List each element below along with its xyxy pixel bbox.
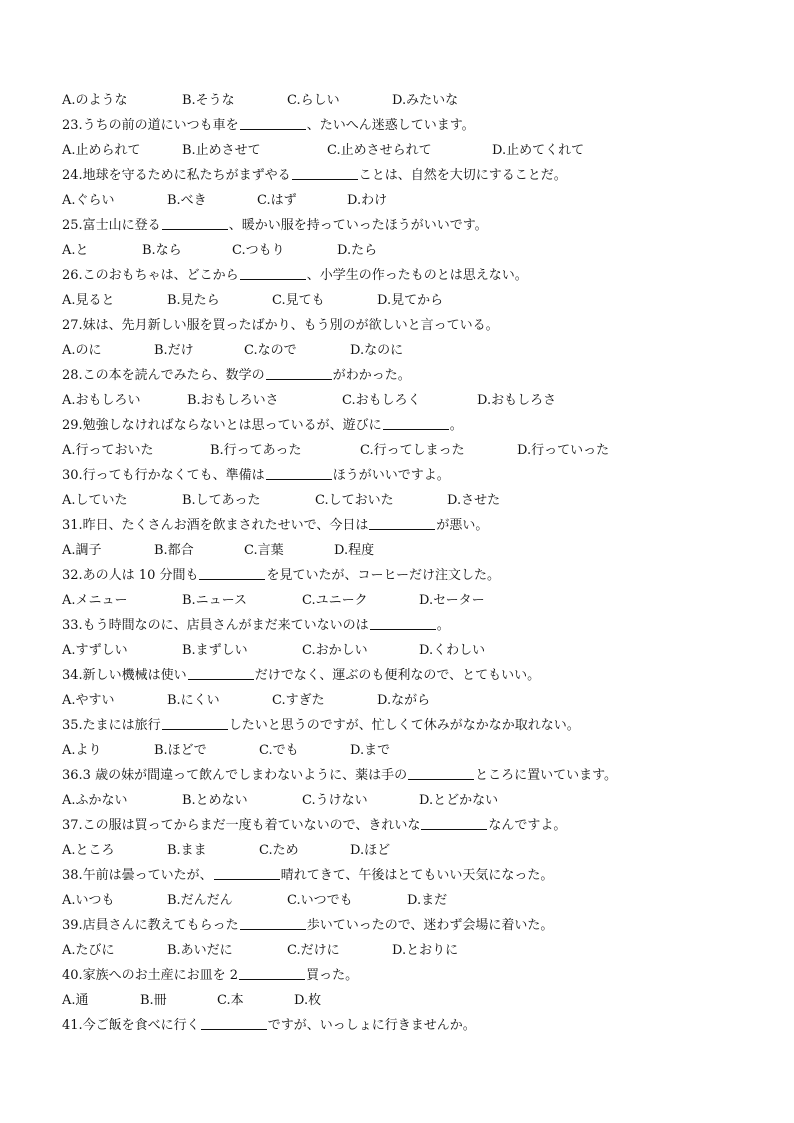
question-text-after: が悪い。 [436,518,489,533]
answer-option: B.とめない [182,793,248,808]
answer-option: D.わけ [347,193,388,208]
question-text: 39.店員さんに教えてもらった [62,918,239,933]
question-text-after: 、暖かい服を持っていったほうがいいです。 [228,218,488,233]
answer-option: A.より [62,743,102,758]
question-text: 27.妹は、先月新しい服を買ったばかり、もう別のが欲しいと言っている。 [62,318,499,333]
answer-option: A.ぐらい [62,193,115,208]
options-line [62,538,762,563]
options-line [62,188,762,213]
options-line [62,688,762,713]
question-text-after: ですが、いっしょに行きませんか。 [267,1018,476,1033]
question-text-after: だけでなく、運ぶのも便利なので、とてもいい。 [254,668,541,683]
question-line [62,263,762,288]
answer-option: A.見ると [62,293,115,308]
question-line [62,463,762,488]
question-text: 30.行っても行かなくても、準備は [62,468,265,483]
answer-option: C.つもり [232,243,285,258]
answer-option: B.行ってあった [210,443,302,458]
answer-option: C.おかしい [302,643,368,658]
question-line [62,313,762,338]
answer-option: C.はず [257,193,297,208]
question-text-after: 。 [436,618,450,633]
question-text-after: 、たいへん迷惑しています。 [306,118,475,133]
question-text: 34.新しい機械は使い [62,668,187,683]
answer-option: A.のに [62,343,102,358]
answer-option: A.いつも [62,893,115,908]
question-line [62,413,762,438]
question-text-after: したいと思うのですが、忙しくて休みがなかなか取れない。 [228,718,580,733]
question-text-after: がわかった。 [332,368,411,383]
question-text-after: 歩いていったので、迷わず会場に着いた。 [306,918,554,933]
answer-blank [199,565,265,580]
answer-option: C.うけない [302,793,368,808]
question-text-after: を見ていたが、コーヒーだけ注文した。 [266,568,500,583]
options-line [62,488,762,513]
answer-option: B.止めさせて [182,143,261,158]
answer-option: D.見てから [377,293,444,308]
options-line [62,738,762,763]
answer-option: B.ほどで [154,743,207,758]
answer-option: B.冊 [140,993,167,1008]
options-line [62,638,762,663]
answer-option: A.と [62,243,89,258]
answer-option: D.たら [337,243,378,258]
answer-blank [201,1015,267,1030]
answer-option: D.セーター [419,593,485,608]
answer-option: D.ほど [350,843,391,858]
answer-blank [240,265,306,280]
question-line [62,763,762,788]
question-text: 35.たまには旅行 [62,718,161,733]
question-line [62,863,762,888]
question-line [62,513,762,538]
answer-option: C.ユニーク [302,593,368,608]
answer-option: D.なのに [350,343,404,358]
answer-option: B.あいだに [167,943,233,958]
answer-option: B.べき [167,193,207,208]
answer-option: C.なので [244,343,297,358]
question-text-after: ことは、自然を大切にすることだ。 [358,168,567,183]
options-line [62,938,762,963]
question-line [62,663,762,688]
question-line [62,163,762,188]
answer-blank [370,615,436,630]
answer-option: D.まで [350,743,391,758]
question-line [62,363,762,388]
question-text-after: 。 [449,418,463,433]
answer-blank [369,515,435,530]
answer-option: C.言葉 [244,543,284,558]
answer-option: C.らしい [287,93,340,108]
answer-option: B.そうな [182,93,235,108]
answer-blank [292,165,358,180]
answer-option: B.してあった [182,493,261,508]
answer-option: A.通 [62,993,89,1008]
answer-option: A.していた [62,493,128,508]
answer-blank [266,465,332,480]
answer-blank [240,915,306,930]
options-line [62,388,762,413]
answer-option: D.行っていった [517,443,610,458]
answer-blank [240,115,306,130]
answer-blank [383,415,449,430]
answer-option: C.本 [217,993,244,1008]
options-line [62,588,762,613]
options-line [62,788,762,813]
answer-option: B.ニュース [182,593,248,608]
answer-option: B.都合 [154,543,194,558]
answer-option: D.させた [447,493,501,508]
answer-option: B.おもしろいさ [187,393,279,408]
options-line [62,288,762,313]
question-line [62,613,762,638]
answer-option: B.見たら [167,293,220,308]
question-text-after: 、小学生の作ったものとは思えない。 [306,268,528,283]
answer-option: D.とどかない [419,793,499,808]
answer-option: A.ふかない [62,793,128,808]
question-line [62,913,762,938]
answer-option: A.たびに [62,943,115,958]
question-text: 29.勉強しなければならないとは思っているが、遊びに [62,418,382,433]
answer-blank [421,815,487,830]
question-line [62,713,762,738]
question-text-after: ところに置いています。 [475,768,618,783]
question-line [62,813,762,838]
answer-option: B.まま [167,843,207,858]
question-text-after: ほうがいいですよ。 [332,468,450,483]
options-line [62,988,762,1013]
question-text: 38.午前は曇っていたが、 [62,868,213,883]
answer-blank [188,665,254,680]
answer-option: C.すぎた [272,693,325,708]
answer-option: B.だんだん [167,893,233,908]
options-line [62,138,762,163]
question-line [62,1013,762,1038]
answer-option: B.なら [142,243,182,258]
question-line [62,113,762,138]
answer-option: C.いつでも [287,893,353,908]
question-text: 33.もう時間なのに、店員さんがまだ来ていないのは [62,618,369,633]
question-text: 31.昨日、たくさんお酒を飲まされたせいで、今日は [62,518,369,533]
answer-option: D.くわしい [419,643,486,658]
options-line [62,438,762,463]
answer-option: D.まだ [407,893,448,908]
answer-option: C.だけに [287,943,340,958]
answer-option: C.止めさせられて [327,143,432,158]
question-text: 26.このおもちゃは、どこから [62,268,239,283]
answer-option: D.とおりに [392,943,459,958]
options-line [62,888,762,913]
question-line [62,963,762,988]
question-line [62,213,762,238]
answer-option: B.まずしい [182,643,248,658]
question-text: 41.今ご飯を食べに行く [62,1018,200,1033]
answer-option: A.行っておいた [62,443,154,458]
options-line [62,238,762,263]
answer-blank [162,215,228,230]
answer-option: D.おもしろさ [477,393,557,408]
question-page [62,88,762,1038]
answer-option: A.おもしろい [62,393,141,408]
question-text: 36.3 歳の妹が間違って飲んでしまわないように、薬は手の [62,768,408,783]
question-text-after: 買った。 [306,968,359,983]
answer-option: D.程度 [334,543,375,558]
answer-blank [266,365,332,380]
answer-option: C.見ても [272,293,325,308]
answer-option: A.メニュー [62,593,128,608]
answer-option: C.ため [259,843,299,858]
answer-blank [239,965,305,980]
answer-option: D.ながら [377,693,431,708]
answer-option: B.にくい [167,693,220,708]
answer-blank [408,765,474,780]
question-text-after: 晴れてきて、午後はとてもいい天気になった。 [280,868,554,883]
options-line [62,338,762,363]
answer-option: D.みたいな [392,93,459,108]
answer-option: C.行ってしまった [360,443,465,458]
answer-option: A.調子 [62,543,102,558]
answer-option: A.すずしい [62,643,128,658]
answer-option: C.おもしろく [342,393,421,408]
answer-option: C.しておいた [315,493,394,508]
question-line [62,563,762,588]
question-text-after: なんですよ。 [488,818,567,833]
answer-blank [214,865,280,880]
answer-option: A.止められて [62,143,141,158]
options-line [62,838,762,863]
question-text: 24.地球を守るために私たちがまずやる [62,168,291,183]
answer-option: A.やすい [62,693,115,708]
answer-option: D.止めてくれて [492,143,585,158]
question-text: 40.家族へのお土産にお皿を 2 [62,968,239,983]
answer-blank [162,715,228,730]
answer-option: A.ところ [62,843,115,858]
question-text: 28.この本を読んでみたら、数学の [62,368,265,383]
answer-option: B.だけ [154,343,194,358]
options-line [62,88,762,113]
question-text: 37.この服は買ってからまだ一度も着ていないので、きれいな [62,818,421,833]
question-text: 32.あの人は 10 分間も [62,568,199,583]
question-text: 25.富士山に登る [62,218,161,233]
answer-option: D.枚 [294,993,322,1008]
answer-option: A.のような [62,93,128,108]
answer-option: C.でも [259,743,299,758]
question-text: 23.うちの前の道にいつも車を [62,118,239,133]
